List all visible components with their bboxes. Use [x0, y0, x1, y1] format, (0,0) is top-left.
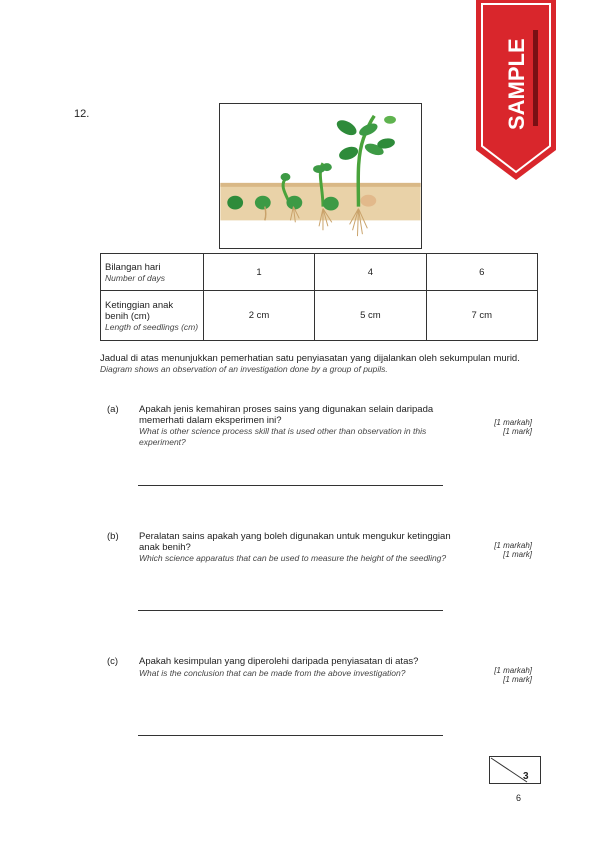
seed-day1	[227, 196, 243, 210]
answer-line-b[interactable]	[138, 610, 443, 611]
page-number: 6	[516, 793, 522, 803]
row-header: Ketinggian anak benih (cm) Length of seedlings (cm)	[101, 291, 204, 341]
question-label: (b)	[107, 531, 119, 542]
table-row	[101, 291, 538, 341]
table-cell: 2 cm	[203, 291, 314, 341]
table-cell: 5 cm	[315, 291, 426, 341]
question-a: (a) Apakah jenis kemahiran proses sains yang digunakan selain daripada memerhati dalam eksperimen ini? What is other science process skill that is used other than observation in this experiment?	[107, 404, 434, 447]
description: Jadual di atas menunjukkan pemerhatian satu penyiasatan yang dijalankan oleh sekumpulan murid. Diagram shows an observation of an investigation done by a group of pupils.	[100, 353, 520, 374]
question-label: (c)	[107, 656, 119, 667]
question-label: (a)	[107, 404, 119, 415]
answer-line-c[interactable]	[138, 735, 443, 736]
question-c: (c) Apakah kesimpulan yang diperolehi daripada penyiasatan di atas? What is the conclusion that can be made from the above investigation?	[107, 656, 419, 678]
row-header: Bilangan hari Number of days	[101, 254, 204, 291]
table-row	[101, 254, 538, 291]
observation-table	[100, 253, 538, 341]
answer-line-a[interactable]	[138, 485, 443, 486]
score-box	[489, 756, 541, 784]
question-number: 12.	[74, 108, 90, 120]
table-cell: 4	[315, 254, 426, 291]
marks-c: [1 markah] [1 mark]	[494, 666, 532, 684]
marks-a: [1 markah] [1 mark]	[494, 418, 532, 436]
table-cell: 1	[203, 254, 314, 291]
table-cell: 6	[426, 254, 537, 291]
seedling-growth-diagram	[219, 103, 422, 249]
marks-b: [1 markah] [1 mark]	[494, 541, 532, 559]
stamp-text: SAMPLE	[504, 38, 529, 130]
score-total: 3	[523, 771, 529, 782]
sample-stamp	[474, 0, 558, 182]
table-cell: 7 cm	[426, 291, 537, 341]
question-b: (b) Peralatan sains apakah yang boleh digunakan untuk mengukur ketinggian anak benih? Which science apparatus that can be used to measure the height of the seedling?	[107, 531, 451, 563]
